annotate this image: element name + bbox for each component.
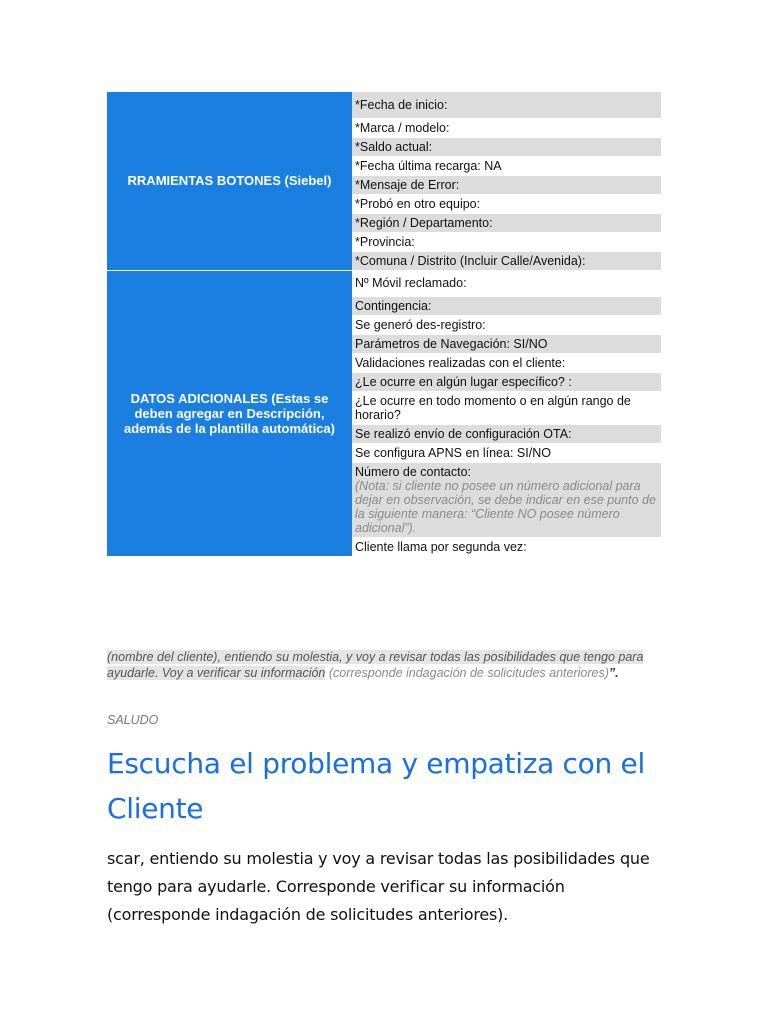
saludo-label: SALUDO	[107, 713, 159, 727]
quote-closing: ”.	[608, 666, 619, 680]
field-des-registro: Se generó des-registro:	[352, 315, 661, 334]
field-parametros-navegacion: Parámetros de Navegación: SI/NO	[352, 334, 661, 353]
field-numero-contacto-label: Número de contacto:	[355, 464, 472, 479]
field-comuna-distrito: *Comuna / Distrito (Incluir Calle/Avenida):	[352, 251, 661, 270]
field-configuracion-ota: Se realizó envío de configuración OTA:	[352, 424, 661, 443]
field-numero-contacto	[352, 462, 661, 537]
contact-note: (Nota: si cliente no posee un número adicional para dejar en observación, se debe indicar en ese punto de la siguiente manera: “Cliente NO posee número adicional”).	[355, 478, 656, 535]
field-provincia: *Provincia:	[352, 232, 661, 251]
quote-gray: (corresponde indagación de solicitudes anteriores)	[328, 666, 609, 680]
field-region-departamento: *Región / Departamento:	[352, 213, 661, 232]
checklist-table	[107, 92, 661, 557]
field-fecha-inicio: *Fecha de inicio:	[352, 92, 661, 118]
quote-highlighted: (nombre del cliente), entiendo su molestia, y voy a revisar todas las posibilidades que tengo para ayudarle. Voy a verificar su información	[107, 650, 644, 680]
field-validaciones: Validaciones realizadas con el cliente:	[352, 353, 661, 372]
section-label-datos-adicionales: DATOS ADICIONALES (Estas se deben agregar en Descripción, además de la plantilla automática)	[107, 270, 352, 556]
script-quote	[107, 649, 647, 681]
field-saldo-actual: *Saldo actual:	[352, 137, 661, 156]
section-label-herramientas: RRAMIENTAS BOTONES (Siebel)	[107, 92, 352, 270]
field-fecha-ultima-recarga: *Fecha última recarga: NA	[352, 156, 661, 175]
field-mensaje-error: *Mensaje de Error:	[352, 175, 661, 194]
section-heading: Escucha el problema y empatiza con el Cliente	[107, 747, 645, 825]
field-contingencia: Contingencia:	[352, 296, 661, 315]
field-lugar-especifico: ¿Le ocurre en algún lugar específico? :	[352, 372, 661, 391]
field-segunda-vez: Cliente llama por segunda vez:	[352, 537, 661, 556]
body-paragraph: scar, entiendo su molestia y voy a revisar todas las posibilidades que tengo para ayudarle. Corresponde verificar su información (corresponde indagación de solicitudes anteriores).	[107, 849, 650, 924]
field-apns: Se configura APNS en línea: SI/NO	[352, 443, 661, 462]
field-probo-otro-equipo: *Probó en otro equipo:	[352, 194, 661, 213]
field-movil-reclamado: Nº Móvil reclamado:	[352, 270, 661, 296]
field-rango-horario: ¿Le ocurre en todo momento o en algún rango de horario?	[352, 391, 661, 424]
field-marca-modelo: *Marca / modelo:	[352, 118, 661, 137]
